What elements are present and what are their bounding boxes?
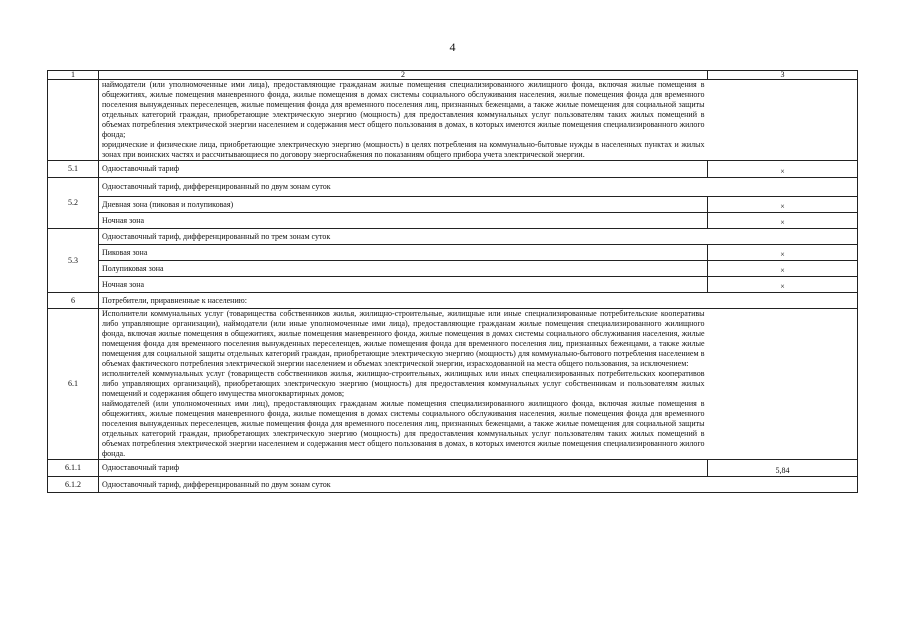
row-value xyxy=(708,477,858,493)
tariff-table xyxy=(47,70,858,493)
table-row xyxy=(48,460,858,477)
table-row xyxy=(48,197,858,213)
row-text-cell xyxy=(99,309,708,460)
header-col-3: 3 xyxy=(708,71,858,80)
row-label: Одноставочный тариф xyxy=(99,161,708,178)
table-row xyxy=(48,161,858,178)
row-number: 5.1 xyxy=(48,161,99,178)
table-row xyxy=(48,229,858,245)
intro-text-cell xyxy=(99,80,708,161)
table-row xyxy=(48,309,858,460)
intro-paragraph: наймодатели (или уполномоченные ими лица), предоставляющие гражданам жилые помещения специализированного жилищного фонда, включая жилые помещения в общежитиях, жилые помещения маневренного фонда, жилые помещения в домах системы социального обслуживания населения, жилые помещения фонда для временного поселения вынужденных переселенцев, жилые помещения фонда для временного поселения лиц, признанных беженцами, а также жилые помещения для социальной защиты отдельных категорий граждан, приобретающие электрическую энергию (мощность) для предоставления коммунальных услуг пользователям таких жилых помещений в объемах потребления электрической энергии населением и содержания мест общего пользования в домах, в которых имеются жилые помещения специализированного жилого фонда; xyxy=(102,80,705,139)
table-row xyxy=(48,245,858,261)
row-label: Полупиковая зона xyxy=(99,261,708,277)
table-row xyxy=(48,277,858,293)
row-value: × xyxy=(708,261,858,277)
row-value: 5,84 xyxy=(708,460,858,477)
row-number: 6.1 xyxy=(48,309,99,460)
row-label: Ночная зона xyxy=(99,277,708,293)
row-paragraph: наймодателей (или уполномоченных ими лиц), предоставляющих гражданам жилые помещения специализированного жилищного фонда, включая жилые помещения в общежитиях, жилые помещения маневренного фонда, жилые помещения в домах системы социального обслуживания населения, жилые помещения фонда для временного поселения вынужденных переселенцев, жилые помещения фонда для временного поселения лиц, признанных беженцами, а также жилые помещения для социальной защиты отдельных категорий граждан, приобретающих электрическую энергию (мощность) для предоставления коммунальных услуг пользователям таких жилых помещений в объемах потребления электрической энергии населением и содержания мест общего пользования в домах, в которых имеются жилые помещения специализированного жилого фонда. xyxy=(102,399,705,458)
table-row xyxy=(48,213,858,229)
row-label: Ночная зона xyxy=(99,213,708,229)
table-row xyxy=(48,261,858,277)
row-value xyxy=(708,293,858,309)
intro-row xyxy=(48,80,858,161)
row-label: Одноставочный тариф, дифференцированный по двум зонам суток xyxy=(99,178,858,197)
table-row xyxy=(48,477,858,493)
row-label: Одноставочный тариф, дифференцированный по трем зонам суток xyxy=(99,229,858,245)
row-number: 5.2 xyxy=(48,178,99,229)
table-row xyxy=(48,178,858,197)
header-row xyxy=(48,71,858,80)
row-value: × xyxy=(708,213,858,229)
row-value xyxy=(708,309,858,460)
row-number: 6.1.2 xyxy=(48,477,99,493)
intro-paragraph: юридические и физические лица, приобретающие электрическую энергию (мощность) в целях потребления на коммунально-бытовые нужды в населенных пунктах и жилых зонах при воинских частях и рассчитывающиеся по договору энергоснабжения по показаниям общего прибора учета электрической энергии. xyxy=(102,140,705,159)
row-paragraph: исполнителей коммунальных услуг (товариществ собственников жилья, жилищно-строительных, жилищных или иных специализированных потребительских кооперативов либо управляющих организаций), приобретающих электрическую энергию (мощность) для предоставления коммунальных услуг собственникам и пользователям жилых помещений и содержания общего имущества многоквартирных домов; xyxy=(102,369,705,398)
row-label: Одноставочный тариф, дифференцированный по двум зонам суток xyxy=(99,477,708,493)
row-label: Потребители, приравненные к населению: xyxy=(99,293,708,309)
row-label: Одноставочный тариф xyxy=(99,460,708,477)
row-number: 6.1.1 xyxy=(48,460,99,477)
header-col-1: 1 xyxy=(48,71,99,80)
intro-value-cell xyxy=(708,80,858,161)
row-number: 5.3 xyxy=(48,229,99,293)
row-value: × xyxy=(708,245,858,261)
page-number: 4 xyxy=(449,40,456,54)
row-value: × xyxy=(708,161,858,178)
row-paragraph: Исполнители коммунальных услуг (товарищества собственников жилья, жилищно-строительные, жилищные или иные специализированные потребительские кооперативы либо управляющие организации), наймодатели (или иные уполномоченные ими лица), предоставляющие гражданам жилые помещения специализированного жилищного фонда, включая жилые помещения в общежитиях, жилые помещения маневренного фонда, жилые помещения в домах системы социального обслуживания населения, жилые помещения фонда для временного поселения вынужденных переселенцев, жилые помещения фонда для временного поселения лиц, признанных беженцами, а также жилые помещения для социальной защиты отдельных категорий граждан, приобретающие электрическую энергию (мощность) для коммунально-бытового потребления населением в объемах фактического потребления электрической энергии населением и объемах электрической энергии, израсходованной на места общего пользования, за исключением: xyxy=(102,309,705,368)
row-label: Пиковая зона xyxy=(99,245,708,261)
row-label: Дневная зона (пиковая и полупиковая) xyxy=(99,197,708,213)
intro-num-cell xyxy=(48,80,99,161)
header-col-2: 2 xyxy=(99,71,708,80)
table-row xyxy=(48,293,858,309)
row-number: 6 xyxy=(48,293,99,309)
row-value: × xyxy=(708,277,858,293)
row-value: × xyxy=(708,197,858,213)
